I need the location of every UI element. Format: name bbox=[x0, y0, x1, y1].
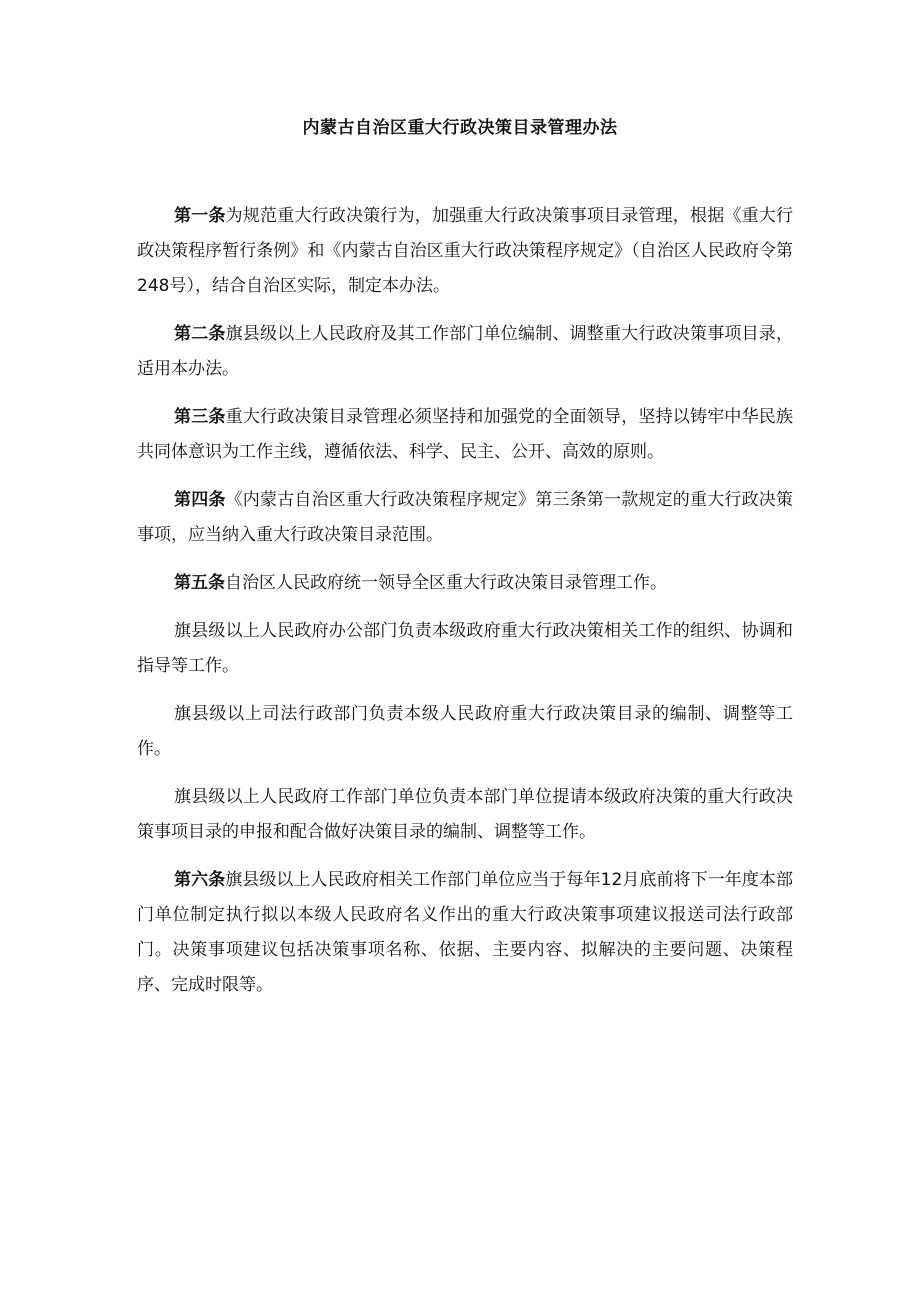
article-number: 第三条 bbox=[174, 407, 226, 427]
article-5-paragraph bbox=[137, 566, 793, 601]
article-text: 自治区人民政府统一领导全区重大行政决策目录管理工作。 bbox=[225, 573, 667, 593]
article-text: 旗县级以上人民政府及其工作部门单位编制、调整重大行政决策事项目录，适用本办法。 bbox=[137, 324, 794, 379]
article-text: 旗县级以上人民政府相关工作部门单位应当于每年12月底前将下一年度本部门单位制定执行拟以本级人民政府名义作出的重大行政决策事项建议报送司法行政部门。决策事项建议包括决策事项名称、依据、主要内容、拟解决的主要问题、决策程序、完成时限等。 bbox=[137, 870, 793, 995]
article-number: 第二条 bbox=[174, 324, 226, 344]
article-number: 第四条 bbox=[174, 490, 226, 510]
article-2-paragraph bbox=[137, 317, 793, 387]
article-number: 第五条 bbox=[174, 573, 225, 593]
article-text: 为规范重大行政决策行为，加强重大行政决策事项目录管理，根据《重大行政决策程序暂行条例》和《内蒙古自治区重大行政决策程序规定》（自治区人民政府令第248号），结合自治区实际，制定本办法。 bbox=[137, 206, 794, 296]
article-text: 旗县级以上司法行政部门负责本级人民政府重大行政决策目录的编制、调整等工作。 bbox=[137, 704, 793, 759]
document-title: 内蒙古自治区重大行政决策目录管理办法 bbox=[302, 118, 618, 138]
article-5-clause-2 bbox=[137, 614, 793, 684]
article-5-clause-4 bbox=[137, 780, 793, 850]
article-text: 旗县级以上人民政府办公部门负责本级政府重大行政决策相关工作的组织、协调和指导等工作。 bbox=[137, 621, 793, 676]
article-number: 第一条 bbox=[174, 206, 226, 226]
article-number: 第六条 bbox=[174, 870, 226, 890]
article-3-paragraph bbox=[137, 400, 793, 470]
document-body bbox=[137, 199, 793, 1016]
article-text: 重大行政决策目录管理必须坚持和加强党的全面领导，坚持以铸牢中华民族共同体意识为工作主线，遵循依法、科学、民主、公开、高效的原则。 bbox=[137, 407, 794, 462]
article-text: 《内蒙古自治区重大行政决策程序规定》第三条第一款规定的重大行政决策事项，应当纳入重大行政决策目录范围。 bbox=[137, 490, 794, 545]
article-5-clause-3 bbox=[137, 697, 793, 767]
article-4-paragraph bbox=[137, 483, 793, 553]
article-text: 旗县级以上人民政府工作部门单位负责本部门单位提请本级政府决策的重大行政决策事项目录的申报和配合做好决策目录的编制、调整等工作。 bbox=[137, 787, 793, 842]
article-6-paragraph bbox=[137, 863, 793, 1003]
article-1-paragraph bbox=[137, 199, 793, 304]
